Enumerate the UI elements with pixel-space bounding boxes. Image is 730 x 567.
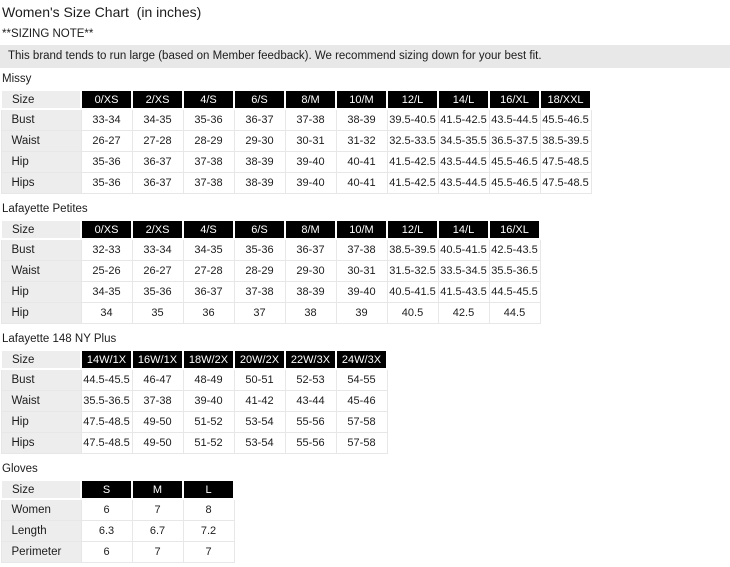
section-label-lafayette-petites: Lafayette Petites <box>2 203 88 215</box>
size-cell: 7 <box>183 542 234 563</box>
size-cell: 35-36 <box>183 109 234 131</box>
size-cell: 38-39 <box>336 109 387 131</box>
size-cell: 45.5-46.5 <box>489 152 540 173</box>
row-label: Women <box>1 499 81 521</box>
column-header: 12/L <box>387 220 438 239</box>
size-cell: 41-42 <box>234 391 285 412</box>
column-header: 10/M <box>336 220 387 239</box>
size-cell: 39-40 <box>336 282 387 303</box>
column-header: 6/S <box>234 90 285 109</box>
table-row <box>1 412 387 433</box>
size-cell: 34.5-35.5 <box>438 131 489 152</box>
column-header: 24W/3X <box>336 350 387 369</box>
column-header: 8/M <box>285 220 336 239</box>
size-cell: 37-38 <box>336 239 387 261</box>
table-row <box>1 131 591 152</box>
column-header: 16W/1X <box>132 350 183 369</box>
size-cell: 39 <box>336 303 387 324</box>
corner-header: Size <box>1 220 81 239</box>
size-cell: 36-37 <box>132 173 183 194</box>
size-cell: 26-27 <box>81 131 132 152</box>
size-cell: 30-31 <box>285 131 336 152</box>
column-header: 14/L <box>438 220 489 239</box>
table-row <box>1 521 234 542</box>
size-cell: 57-58 <box>336 412 387 433</box>
row-label: Waist <box>1 391 81 412</box>
table-row <box>1 391 387 412</box>
size-cell: 32-33 <box>81 239 132 261</box>
size-cell: 38-39 <box>234 173 285 194</box>
column-header: 18/XXL <box>540 90 591 109</box>
size-cell: 44.5-45.5 <box>81 369 132 391</box>
column-header: M <box>132 480 183 499</box>
size-cell: 38-39 <box>234 152 285 173</box>
size-cell: 6 <box>81 542 132 563</box>
column-header: 2/XS <box>132 220 183 239</box>
size-cell: 53-54 <box>234 412 285 433</box>
size-cell: 36-37 <box>285 239 336 261</box>
size-cell: 34-35 <box>132 109 183 131</box>
page-title: Women's Size Chart (in inches) <box>2 4 202 20</box>
corner-header: Size <box>1 350 81 369</box>
size-cell: 37-38 <box>183 152 234 173</box>
table-row <box>1 261 540 282</box>
size-cell: 51-52 <box>183 433 234 454</box>
table-row <box>1 173 591 194</box>
section-label-missy: Missy <box>2 73 32 85</box>
size-cell: 33-34 <box>81 109 132 131</box>
size-cell: 6.3 <box>81 521 132 542</box>
size-cell: 54-55 <box>336 369 387 391</box>
size-cell: 25-26 <box>81 261 132 282</box>
size-cell: 37-38 <box>183 173 234 194</box>
size-table-missy <box>0 89 592 194</box>
size-cell: 29-30 <box>285 261 336 282</box>
size-cell: 29-30 <box>234 131 285 152</box>
size-table-lafayette-petites <box>0 219 541 324</box>
sizing-note-label: **SIZING NOTE** <box>2 28 94 40</box>
size-cell: 6 <box>81 499 132 521</box>
size-cell: 35-36 <box>132 282 183 303</box>
row-label: Perimeter <box>1 542 81 563</box>
row-label: Bust <box>1 109 81 131</box>
size-cell: 39-40 <box>285 152 336 173</box>
row-label: Bust <box>1 239 81 261</box>
header-row <box>1 220 540 239</box>
size-cell: 44.5-45.5 <box>489 282 540 303</box>
size-cell: 36 <box>183 303 234 324</box>
size-cell: 35-36 <box>81 152 132 173</box>
size-cell: 41.5-42.5 <box>387 152 438 173</box>
size-cell: 37-38 <box>132 391 183 412</box>
table-row <box>1 303 540 324</box>
row-label: Hips <box>1 433 81 454</box>
size-cell: 30-31 <box>336 261 387 282</box>
row-label: Hip <box>1 282 81 303</box>
size-cell: 37-38 <box>234 282 285 303</box>
size-cell: 38.5-39.5 <box>540 131 591 152</box>
size-cell: 35-36 <box>81 173 132 194</box>
column-header: 0/XS <box>81 220 132 239</box>
size-cell: 38-39 <box>285 282 336 303</box>
column-header: 18W/2X <box>183 350 234 369</box>
size-cell: 27-28 <box>132 131 183 152</box>
size-cell: 27-28 <box>183 261 234 282</box>
size-cell: 57-58 <box>336 433 387 454</box>
size-cell: 37-38 <box>285 109 336 131</box>
size-cell: 45-46 <box>336 391 387 412</box>
size-cell: 51-52 <box>183 412 234 433</box>
table-row <box>1 433 387 454</box>
size-cell: 47.5-48.5 <box>540 173 591 194</box>
size-cell: 49-50 <box>132 412 183 433</box>
size-cell: 42.5-43.5 <box>489 239 540 261</box>
column-header: 0/XS <box>81 90 132 109</box>
column-header: 14W/1X <box>81 350 132 369</box>
size-cell: 35-36 <box>234 239 285 261</box>
column-header: 6/S <box>234 220 285 239</box>
size-cell: 40-41 <box>336 173 387 194</box>
size-cell: 8 <box>183 499 234 521</box>
size-cell: 33-34 <box>132 239 183 261</box>
column-header: 16/XL <box>489 220 540 239</box>
size-cell: 7.2 <box>183 521 234 542</box>
column-header: 20W/2X <box>234 350 285 369</box>
size-cell: 50-51 <box>234 369 285 391</box>
size-cell: 39-40 <box>285 173 336 194</box>
sizing-note-banner <box>0 45 730 68</box>
column-header: L <box>183 480 234 499</box>
size-cell: 35.5-36.5 <box>81 391 132 412</box>
table-row <box>1 109 591 131</box>
size-cell: 28-29 <box>183 131 234 152</box>
size-cell: 40.5 <box>387 303 438 324</box>
size-cell: 41.5-42.5 <box>438 109 489 131</box>
size-cell: 55-56 <box>285 412 336 433</box>
size-cell: 52-53 <box>285 369 336 391</box>
row-label: Bust <box>1 369 81 391</box>
row-label: Length <box>1 521 81 542</box>
size-cell: 44.5 <box>489 303 540 324</box>
size-cell: 6.7 <box>132 521 183 542</box>
size-cell: 42.5 <box>438 303 489 324</box>
size-cell: 49-50 <box>132 433 183 454</box>
column-header: S <box>81 480 132 499</box>
column-header: 8/M <box>285 90 336 109</box>
size-cell: 48-49 <box>183 369 234 391</box>
corner-header: Size <box>1 90 81 109</box>
size-cell: 31-32 <box>336 131 387 152</box>
column-header: 4/S <box>183 220 234 239</box>
size-cell: 7 <box>132 542 183 563</box>
column-header: 4/S <box>183 90 234 109</box>
size-cell: 35.5-36.5 <box>489 261 540 282</box>
size-cell: 43.5-44.5 <box>438 173 489 194</box>
size-cell: 26-27 <box>132 261 183 282</box>
size-table-lafayette-148-ny-plus <box>0 349 388 454</box>
size-table-gloves <box>0 479 235 563</box>
size-cell: 34-35 <box>183 239 234 261</box>
column-header: 10/M <box>336 90 387 109</box>
size-cell: 7 <box>132 499 183 521</box>
size-cell: 39-40 <box>183 391 234 412</box>
size-cell: 41.5-43.5 <box>438 282 489 303</box>
size-cell: 37 <box>234 303 285 324</box>
table-row <box>1 152 591 173</box>
section-label-lafayette-148-ny-plus: Lafayette 148 NY Plus <box>2 333 117 345</box>
size-cell: 43.5-44.5 <box>438 152 489 173</box>
size-cell: 38 <box>285 303 336 324</box>
size-cell: 47.5-48.5 <box>81 412 132 433</box>
header-row <box>1 480 234 499</box>
size-cell: 36-37 <box>132 152 183 173</box>
size-cell: 39.5-40.5 <box>387 109 438 131</box>
size-tables-container <box>0 73 730 563</box>
column-header: 12/L <box>387 90 438 109</box>
table-row <box>1 282 540 303</box>
size-cell: 33.5-34.5 <box>438 261 489 282</box>
table-row <box>1 499 234 521</box>
size-cell: 45.5-46.5 <box>540 109 591 131</box>
size-cell: 36-37 <box>183 282 234 303</box>
column-header: 16/XL <box>489 90 540 109</box>
column-header: 2/XS <box>132 90 183 109</box>
size-cell: 45.5-46.5 <box>489 173 540 194</box>
row-label: Hips <box>1 173 81 194</box>
size-cell: 34-35 <box>81 282 132 303</box>
size-cell: 35 <box>132 303 183 324</box>
column-header: 22W/3X <box>285 350 336 369</box>
size-cell: 34 <box>81 303 132 324</box>
size-cell: 40.5-41.5 <box>438 239 489 261</box>
row-label: Waist <box>1 131 81 152</box>
header-row <box>1 350 387 369</box>
size-cell: 36.5-37.5 <box>489 131 540 152</box>
size-cell: 47.5-48.5 <box>540 152 591 173</box>
size-cell: 55-56 <box>285 433 336 454</box>
row-label: Hip <box>1 152 81 173</box>
size-cell: 28-29 <box>234 261 285 282</box>
size-cell: 40-41 <box>336 152 387 173</box>
size-cell: 31.5-32.5 <box>387 261 438 282</box>
column-header: 14/L <box>438 90 489 109</box>
size-cell: 40.5-41.5 <box>387 282 438 303</box>
table-row <box>1 369 387 391</box>
table-row <box>1 239 540 261</box>
size-cell: 46-47 <box>132 369 183 391</box>
table-row <box>1 542 234 563</box>
row-label: Hip <box>1 303 81 324</box>
size-cell: 32.5-33.5 <box>387 131 438 152</box>
sizing-note-text: This brand tends to run large (based on Member feedback). We recommend sizing down for your best fit. <box>8 50 542 62</box>
row-label: Hip <box>1 412 81 433</box>
row-label: Waist <box>1 261 81 282</box>
section-label-gloves: Gloves <box>2 463 38 475</box>
size-cell: 36-37 <box>234 109 285 131</box>
corner-header: Size <box>1 480 81 499</box>
size-cell: 41.5-42.5 <box>387 173 438 194</box>
size-cell: 43.5-44.5 <box>489 109 540 131</box>
size-cell: 38.5-39.5 <box>387 239 438 261</box>
header-row <box>1 90 591 109</box>
size-cell: 43-44 <box>285 391 336 412</box>
size-cell: 53-54 <box>234 433 285 454</box>
size-cell: 47.5-48.5 <box>81 433 132 454</box>
